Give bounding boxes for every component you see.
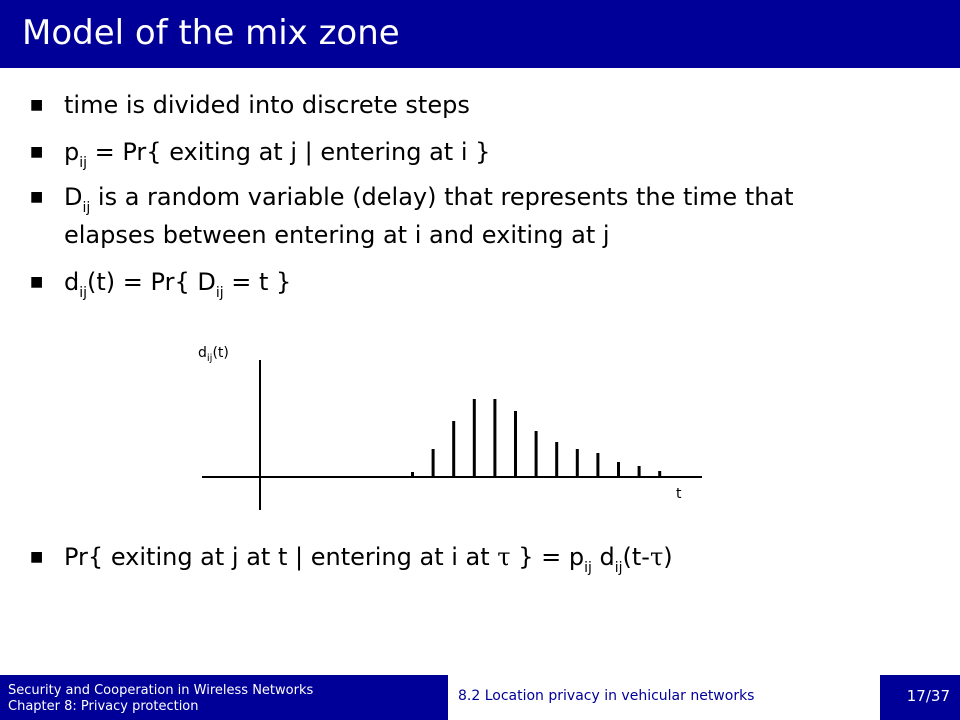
footer-course-title: Security and Cooperation in Wireless Networks bbox=[8, 683, 314, 698]
footer-section-box bbox=[448, 675, 880, 720]
y-axis-label-tail: (t) bbox=[212, 345, 229, 361]
bar-8 bbox=[576, 449, 579, 477]
bar-group bbox=[411, 399, 661, 477]
symbol-tau: τ bbox=[497, 543, 511, 571]
y-axis-label bbox=[198, 344, 229, 364]
bar-5 bbox=[514, 411, 517, 477]
bullet-text-content: (t- bbox=[622, 543, 650, 571]
bullet-text-content: = Pr{ exiting at j | entering at i } bbox=[87, 138, 491, 166]
bar-6 bbox=[535, 431, 538, 477]
bar-4 bbox=[493, 399, 496, 477]
footer-chapter: Chapter 8: Privacy protection bbox=[8, 699, 199, 714]
page-number: 17/37 bbox=[906, 687, 950, 705]
symbol-tau: τ bbox=[649, 543, 664, 571]
footer-course-info bbox=[8, 683, 313, 715]
subscript-ij: ij bbox=[215, 285, 224, 301]
subscript-ij: ij bbox=[614, 560, 623, 576]
symbol-d: d bbox=[64, 268, 80, 296]
bar-12 bbox=[658, 471, 661, 477]
bullet-text-content: is a random variable (delay) that represents the time that bbox=[90, 183, 794, 211]
bar-9 bbox=[596, 453, 599, 477]
x-axis-label: t bbox=[676, 486, 682, 502]
subscript-ij: ij bbox=[79, 155, 88, 171]
bullet-text-content: (t) = Pr{ D bbox=[87, 268, 216, 296]
bar-2 bbox=[452, 421, 455, 477]
bar-10 bbox=[617, 462, 620, 477]
bar-11 bbox=[638, 466, 641, 477]
bullet-text-content: Pr{ exiting at j at t | entering at i at bbox=[64, 543, 498, 571]
bullet-square-icon: ■ bbox=[30, 274, 44, 290]
bullet-text-content-end: = t } bbox=[223, 268, 292, 296]
footer-bar bbox=[0, 675, 960, 720]
bullet-text-content: } = p bbox=[510, 543, 585, 571]
y-axis-label-main: d bbox=[198, 345, 207, 361]
subscript-ij: ij bbox=[79, 285, 88, 301]
bullet-text-content: d bbox=[591, 543, 615, 571]
symbol-D: D bbox=[64, 183, 83, 211]
bar-1 bbox=[432, 449, 435, 477]
bar-0 bbox=[411, 472, 414, 477]
bullet-text-content: time is divided into discrete steps bbox=[64, 91, 470, 119]
bar-3 bbox=[473, 399, 476, 477]
footer-section-title: 8.2 Location privacy in vehicular networks bbox=[458, 688, 755, 704]
bullet-square-icon: ■ bbox=[30, 549, 44, 565]
bullet-text-content: ) bbox=[663, 543, 673, 571]
bullet-text-content-line2: elapses between entering at i and exiting at j bbox=[64, 221, 610, 249]
subscript-ij: ij bbox=[82, 200, 91, 216]
bullet-square-icon: ■ bbox=[30, 97, 44, 113]
subscript-ij: ij bbox=[584, 560, 592, 576]
y-axis-label-sub: ij bbox=[206, 353, 213, 364]
bullet-square-icon: ■ bbox=[30, 189, 44, 205]
symbol-p: p bbox=[64, 138, 80, 166]
slide-title: Model of the mix zone bbox=[22, 13, 400, 53]
bar-7 bbox=[555, 442, 558, 477]
bullet-square-icon: ■ bbox=[30, 144, 44, 160]
